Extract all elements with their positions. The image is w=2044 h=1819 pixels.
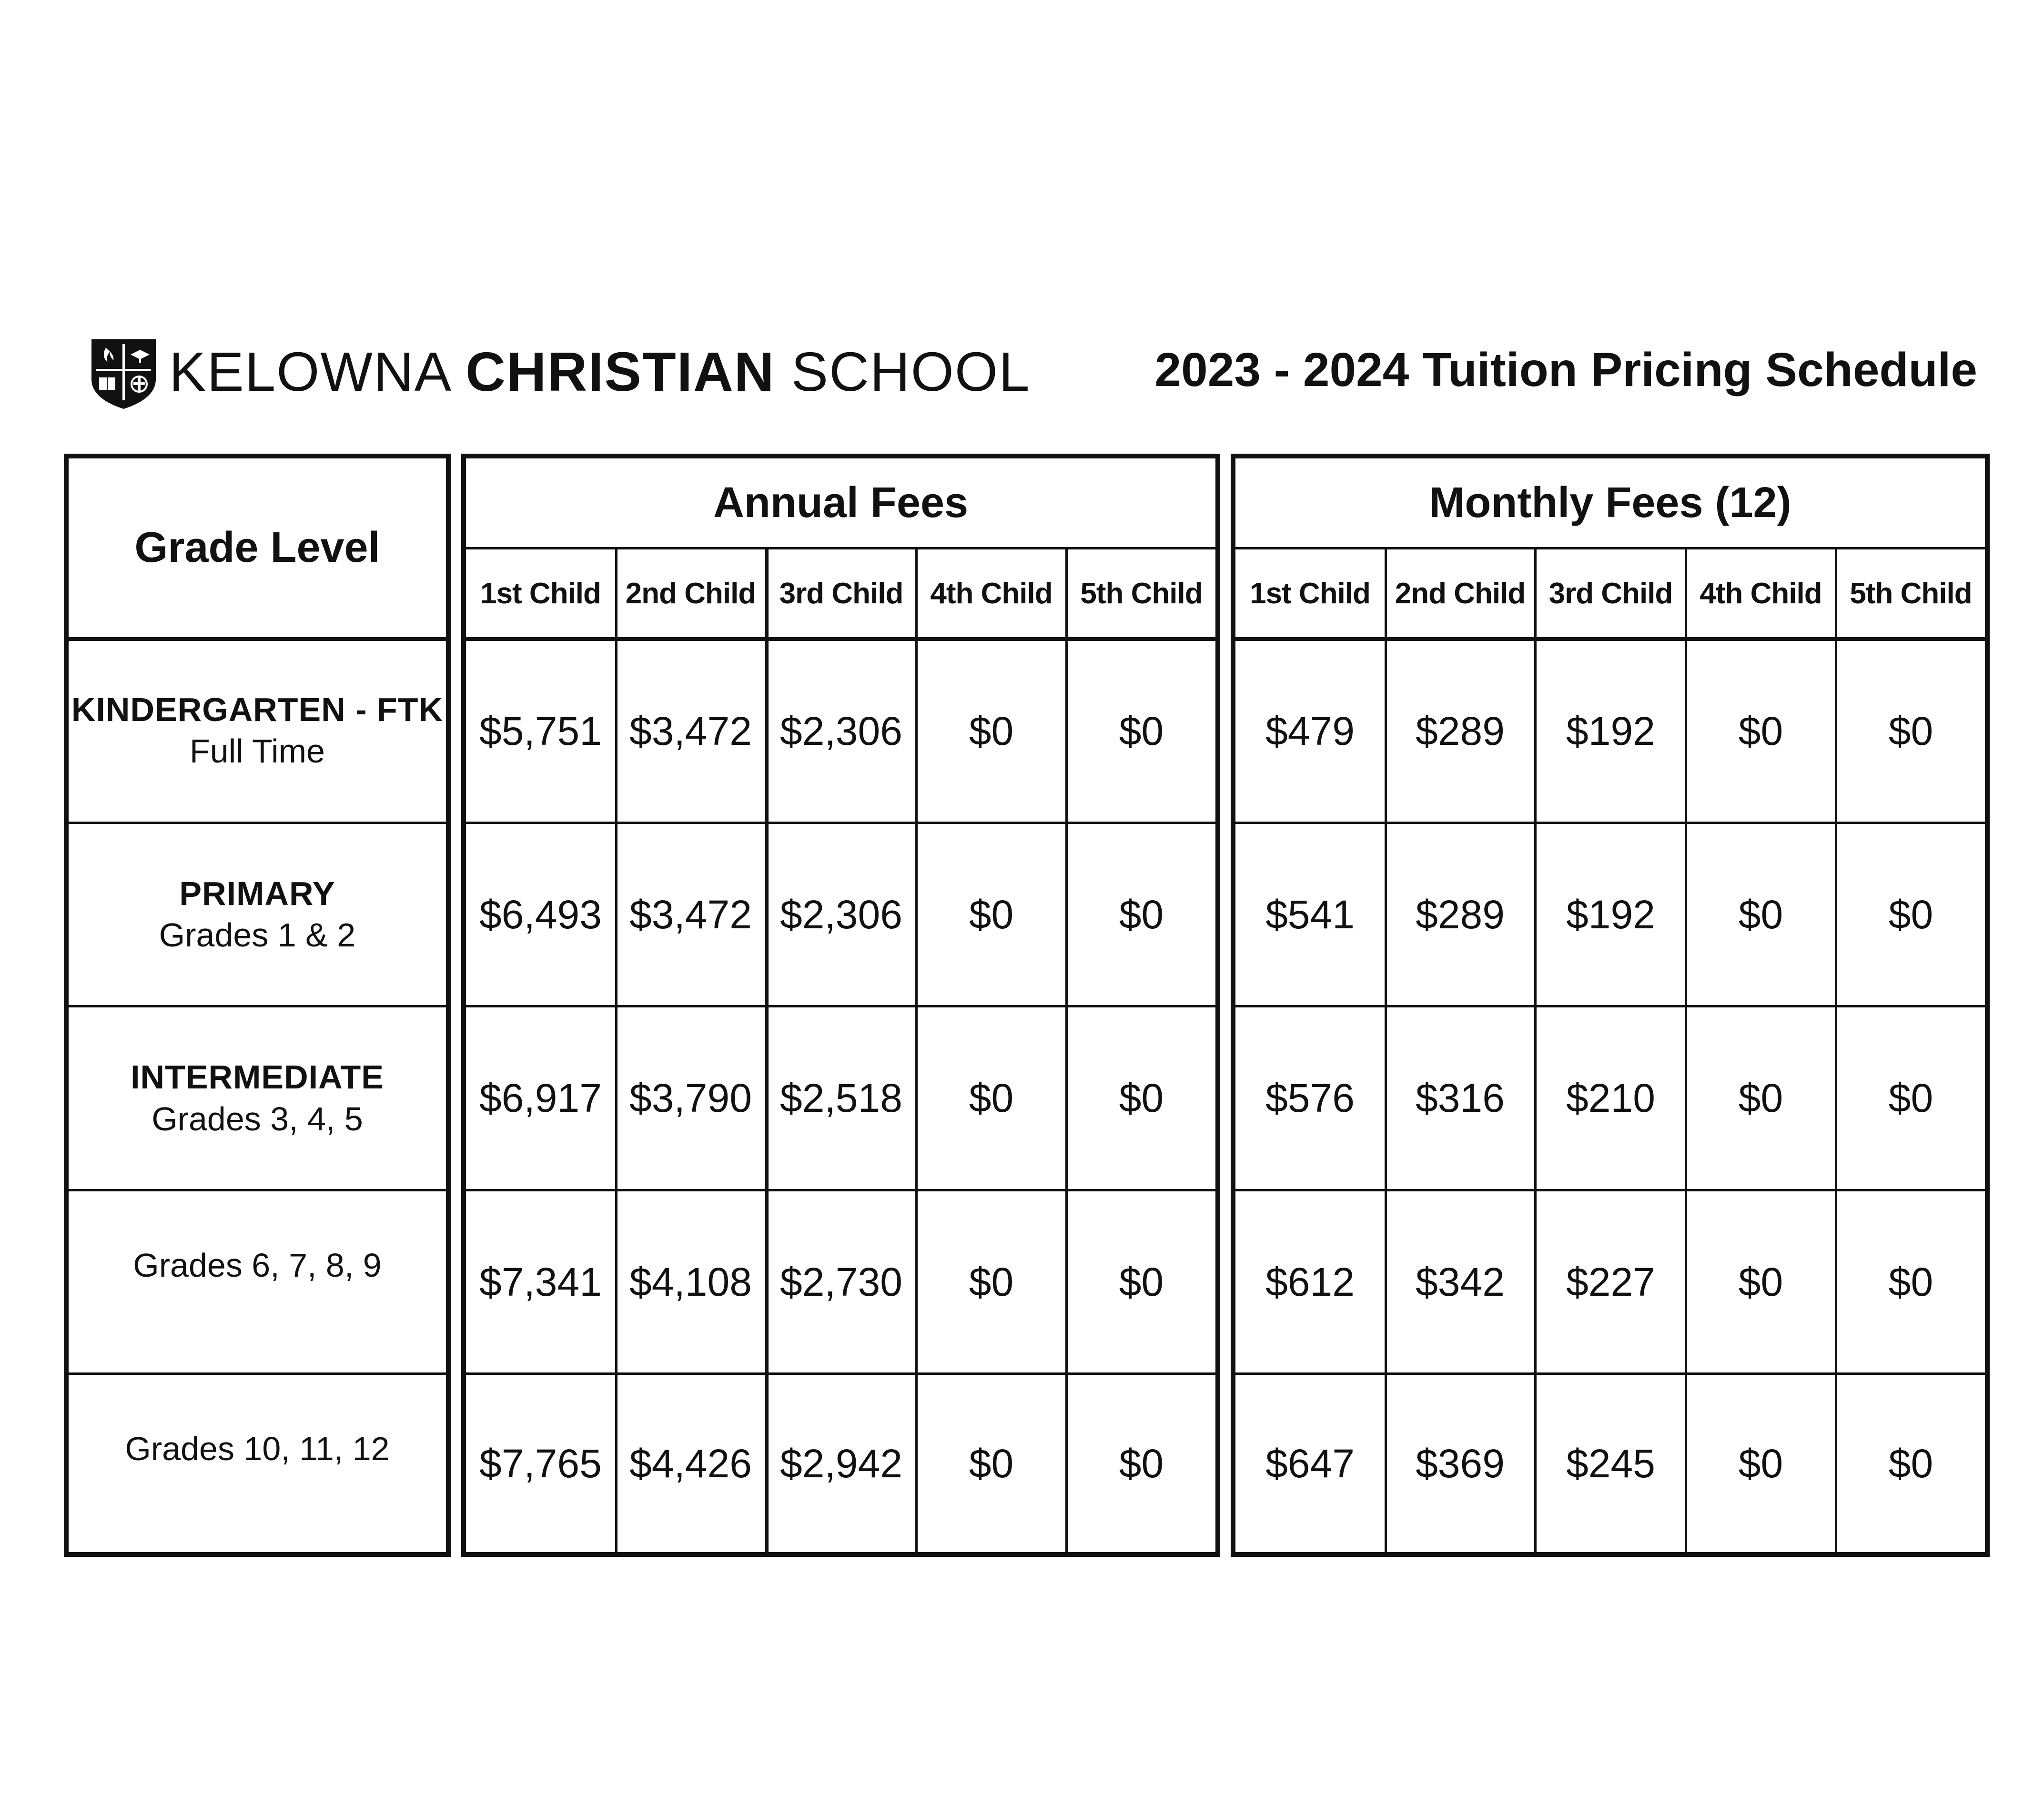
monthly-column-header: 2nd Child — [1395, 577, 1526, 610]
annual-fee-cell: $4,108 — [629, 1259, 752, 1304]
annual-fee-cell: $3,472 — [629, 892, 752, 937]
monthly-fee-cell: $0 — [1888, 709, 1933, 753]
monthly-fee-cell: $0 — [1738, 1259, 1783, 1304]
header-bottom-divider — [1235, 637, 1985, 641]
annual-fee-cell: $2,942 — [780, 1441, 902, 1486]
monthly-fee-cell: $0 — [1738, 1441, 1783, 1486]
grade-subtitle: Grades 10, 11, 12 — [125, 1430, 390, 1467]
annual-fee-cell: $7,765 — [479, 1441, 602, 1486]
school-crest-icon — [90, 337, 158, 410]
monthly-fee-cell: $192 — [1566, 709, 1655, 753]
annual-fee-cell: $0 — [969, 1076, 1014, 1120]
monthly-fees-panel — [1231, 454, 1990, 1557]
monthly-fee-cell: $192 — [1566, 892, 1655, 937]
school-name-part-3: SCHOOL — [791, 341, 1031, 403]
annual-column-header: 2nd Child — [625, 577, 756, 610]
monthly-fee-cell: $0 — [1888, 892, 1933, 937]
annual-fee-cell: $6,493 — [479, 892, 602, 937]
monthly-fee-cell: $289 — [1416, 709, 1505, 753]
annual-column-header: 1st Child — [480, 577, 601, 610]
grade-subtitle: Grades 1 & 2 — [159, 916, 356, 954]
annual-fee-cell: $0 — [969, 1441, 1014, 1486]
monthly-fee-cell: $245 — [1566, 1441, 1655, 1486]
grade-row-intermediate — [69, 1007, 446, 1189]
annual-fee-cell: $2,306 — [780, 709, 902, 753]
monthly-fee-cell: $0 — [1738, 1076, 1783, 1120]
monthly-fee-cell: $0 — [1738, 892, 1783, 937]
monthly-fees-title: Monthly Fees (12) — [1429, 478, 1791, 527]
annual-fee-cell: $2,730 — [780, 1259, 902, 1304]
grade-row-kindergarten — [69, 640, 446, 822]
annual-column-header: 3rd Child — [779, 577, 903, 610]
header-bottom-divider — [466, 637, 1215, 641]
monthly-fee-cell: $541 — [1265, 892, 1355, 937]
annual-fee-cell: $0 — [969, 1259, 1014, 1304]
grade-level-header: Grade Level — [134, 524, 380, 571]
annual-fees-panel — [461, 454, 1220, 1557]
annual-column-header: 4th Child — [930, 577, 1052, 610]
annual-fee-cell: $0 — [1119, 892, 1164, 937]
annual-fee-cell: $4,426 — [629, 1441, 752, 1486]
grade-level-panel — [64, 454, 451, 1557]
annual-fee-cell: $2,518 — [780, 1076, 902, 1120]
school-name-part-2: CHRISTIAN — [465, 341, 775, 403]
grade-row-primary — [69, 824, 446, 1005]
annual-fees-title: Annual Fees — [713, 478, 969, 527]
page-title: 2023 - 2024 Tuition Pricing Schedule — [1154, 343, 1977, 396]
annual-fee-cell: $0 — [1119, 1441, 1164, 1486]
monthly-fee-cell: $647 — [1265, 1441, 1355, 1486]
monthly-fee-cell: $227 — [1566, 1259, 1655, 1304]
annual-fee-cell: $5,751 — [479, 709, 602, 753]
monthly-fee-cell: $369 — [1416, 1441, 1505, 1486]
annual-fee-cell: $0 — [1119, 1076, 1164, 1120]
monthly-fee-cell: $289 — [1416, 892, 1505, 937]
monthly-fee-cell: $479 — [1265, 709, 1355, 753]
annual-fee-cell: $0 — [969, 709, 1014, 753]
monthly-column-header: 3rd Child — [1548, 577, 1673, 610]
grade-name: PRIMARY — [179, 874, 335, 912]
grade-name: KINDERGARTEN - FTK — [71, 691, 444, 728]
grade-subtitle: Full Time — [190, 732, 325, 770]
grade-name: INTERMEDIATE — [131, 1058, 384, 1096]
annual-fee-cell: $7,341 — [479, 1259, 602, 1304]
school-name — [169, 338, 1031, 405]
annual-fee-cell: $0 — [969, 892, 1014, 937]
monthly-fee-cell: $576 — [1265, 1076, 1355, 1120]
monthly-column-header: 4th Child — [1700, 577, 1822, 610]
annual-column-header: 5th Child — [1080, 577, 1203, 610]
monthly-fee-cell: $0 — [1888, 1259, 1933, 1304]
grade-subtitle: Grades 3, 4, 5 — [152, 1100, 363, 1138]
monthly-fee-cell: $612 — [1265, 1259, 1355, 1304]
annual-fee-cell: $6,917 — [479, 1076, 602, 1120]
annual-fee-cell: $0 — [1119, 709, 1164, 753]
monthly-fee-cell: $342 — [1416, 1259, 1505, 1304]
monthly-column-header: 5th Child — [1850, 577, 1972, 610]
monthly-fee-cell: $0 — [1738, 709, 1783, 753]
school-name-part-1: KELOWNA — [169, 341, 449, 403]
annual-fee-cell: $2,306 — [780, 892, 902, 937]
annual-fee-cell: $3,472 — [629, 709, 752, 753]
grade-subtitle: Grades 6, 7, 8, 9 — [133, 1247, 382, 1284]
grade-row-grades-10-12 — [69, 1375, 446, 1552]
monthly-fee-cell: $0 — [1888, 1441, 1933, 1486]
grade-row-grades-6-9 — [69, 1191, 446, 1372]
monthly-fee-cell: $316 — [1416, 1076, 1505, 1120]
monthly-fee-cell: $210 — [1566, 1076, 1655, 1120]
annual-fee-cell: $0 — [1119, 1259, 1164, 1304]
annual-fee-cell: $3,790 — [629, 1076, 752, 1120]
monthly-column-header: 1st Child — [1250, 577, 1370, 610]
monthly-fee-cell: $0 — [1888, 1076, 1933, 1120]
